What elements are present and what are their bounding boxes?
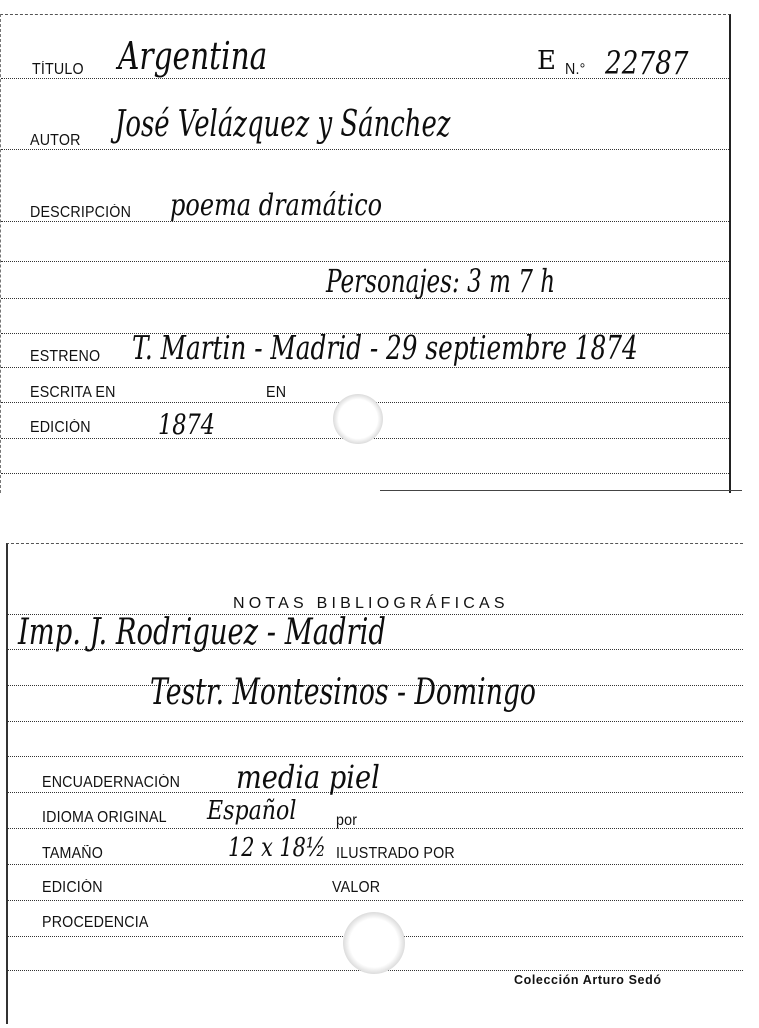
entry-number-label: N.°	[565, 61, 586, 78]
idioma-original-value: Español	[207, 796, 297, 826]
en-label: EN	[266, 384, 287, 401]
card-cut-edge	[380, 490, 742, 491]
tamano-value: 12 x 18½	[228, 833, 327, 863]
por-label: por	[336, 812, 358, 829]
entry-prefix: E	[537, 46, 556, 76]
valor-label: VALOR	[332, 879, 381, 896]
edicion-label-2: EDICIÓN	[42, 879, 103, 896]
ruled-line	[8, 828, 743, 829]
hole-punch-mark	[333, 394, 383, 444]
collection-footer: Colección Arturo Sedó	[514, 973, 662, 987]
tamano-label: TAMAÑO	[42, 845, 104, 862]
ruled-line	[8, 864, 743, 865]
hole-punch-mark	[343, 912, 405, 974]
notas-heading: NOTAS BIBLIOGRÁFICAS	[233, 595, 509, 612]
ruled-line	[8, 721, 743, 722]
entry-number: 22787	[605, 44, 689, 82]
ruled-line	[8, 756, 743, 757]
titulo-label: TÍTULO	[32, 61, 84, 78]
note-line-1: Imp. J. Rodriguez - Madrid	[18, 612, 386, 653]
descripcion-value: poema dramático	[170, 188, 383, 223]
ruled-line	[1, 473, 729, 474]
encuadernacion-label: ENCUADERNACIÓN	[42, 774, 181, 791]
encuadernacion-value: media piel	[236, 758, 380, 796]
titulo-value: Argentina	[118, 34, 268, 78]
idioma-original-label: IDIOMA ORIGINAL	[42, 809, 167, 826]
descripcion-label: DESCRIPCIÓN	[30, 204, 132, 221]
escrita-en-label: ESCRITA EN	[30, 384, 116, 401]
edicion-label: EDICIÓN	[30, 419, 91, 436]
estreno-label: ESTRENO	[30, 348, 101, 365]
ruled-line	[8, 900, 743, 901]
procedencia-label: PROCEDENCIA	[42, 914, 149, 931]
edicion-value: 1874	[158, 408, 216, 441]
ilustrado-por-label: ILUSTRADO POR	[336, 845, 455, 862]
estreno-value: T. Martin - Madrid - 29 septiembre 1874	[132, 328, 638, 367]
autor-label: AUTOR	[30, 132, 81, 149]
ruled-line	[1, 367, 729, 368]
ruled-line	[1, 149, 729, 150]
autor-value: José Velázquez y Sánchez	[115, 104, 451, 145]
note-line-2: Testr. Montesinos - Domingo	[150, 672, 536, 713]
personajes-value: Personajes: 3 m 7 h	[326, 262, 556, 300]
